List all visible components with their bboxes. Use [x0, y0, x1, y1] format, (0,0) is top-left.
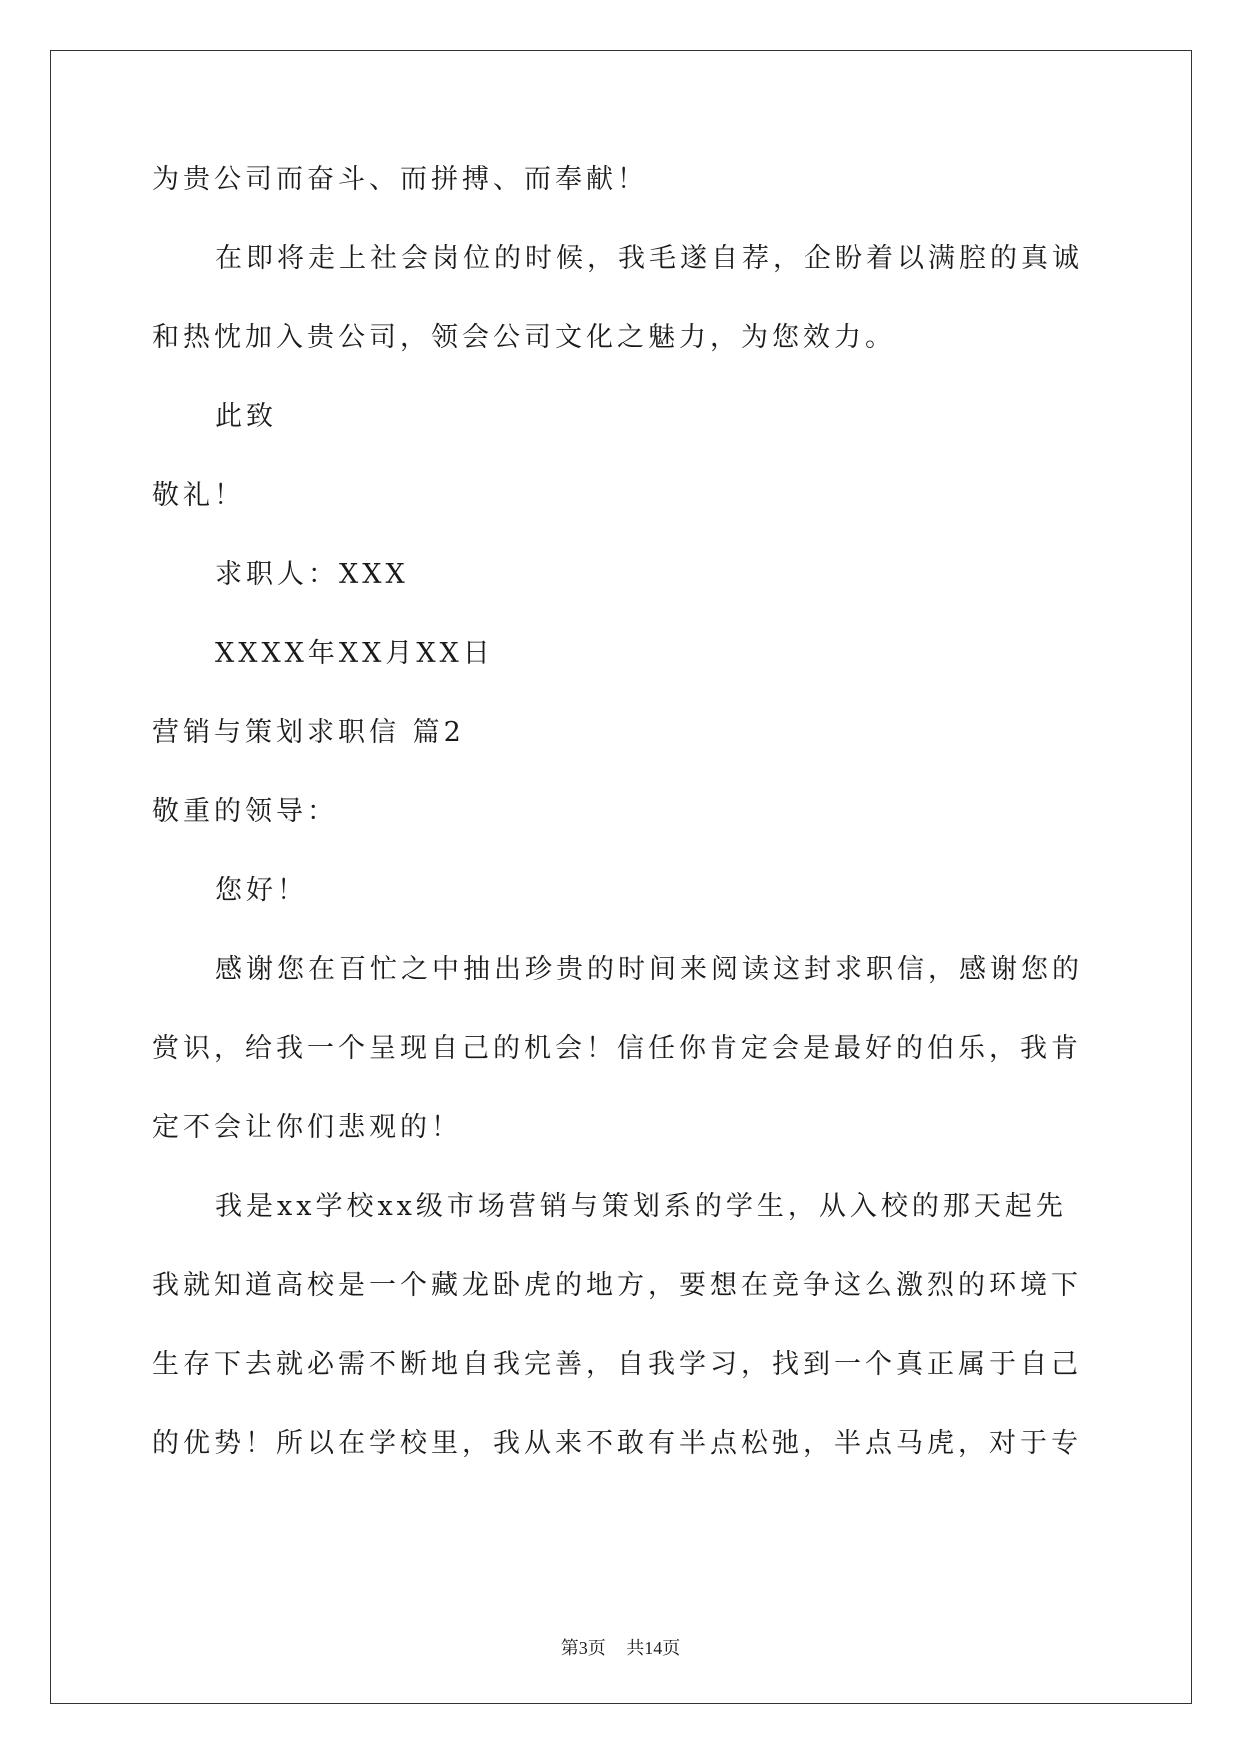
text-line: 为贵公司而奋斗、而拼搏、而奉献！	[152, 164, 648, 195]
section-heading: 营销与策划求职信 篇2	[152, 717, 465, 748]
letter-salutation: 敬重的领导：	[152, 796, 338, 827]
text-line: 的优势！所以在学校里，我从来不敢有半点松弛，半点马虎，对于专	[152, 1428, 1082, 1459]
text-line: 定不会让你们悲观的！	[152, 1112, 462, 1143]
signature-name: 求职人：XXX	[215, 559, 409, 590]
page-total: 共14页	[626, 1638, 681, 1658]
text-line: 感谢您在百忙之中抽出珍贵的时间来阅读这封求职信，感谢您的	[215, 954, 1083, 985]
text-line: 我就知道高校是一个藏龙卧虎的地方，要想在竞争这么激烈的环境下	[152, 1270, 1082, 1301]
page-footer	[0, 1634, 1241, 1660]
text-line: 在即将走上社会岗位的时候，我毛遂自荐，企盼着以满腔的真诚	[215, 243, 1083, 274]
text-line: 和热忱加入贵公司，领会公司文化之魅力，为您效力。	[152, 322, 896, 353]
text-line: 生存下去就必需不断地自我完善，自我学习，找到一个真正属于自己	[152, 1349, 1082, 1380]
document-body	[152, 160, 1092, 1503]
text-line: 我是xx学校xx级市场营销与策划系的学生，从入校的那天起先	[215, 1191, 1067, 1222]
salutation-close: 敬礼！	[152, 480, 245, 511]
closing-phrase: 此致	[215, 401, 277, 432]
page-number: 第3页	[560, 1638, 606, 1658]
greeting: 您好！	[215, 875, 308, 906]
text-line: 赏识，给我一个呈现自己的机会！信任你肯定会是最好的伯乐，我肯	[152, 1033, 1082, 1064]
signature-date: XXXX年XX月XX日	[215, 638, 494, 669]
